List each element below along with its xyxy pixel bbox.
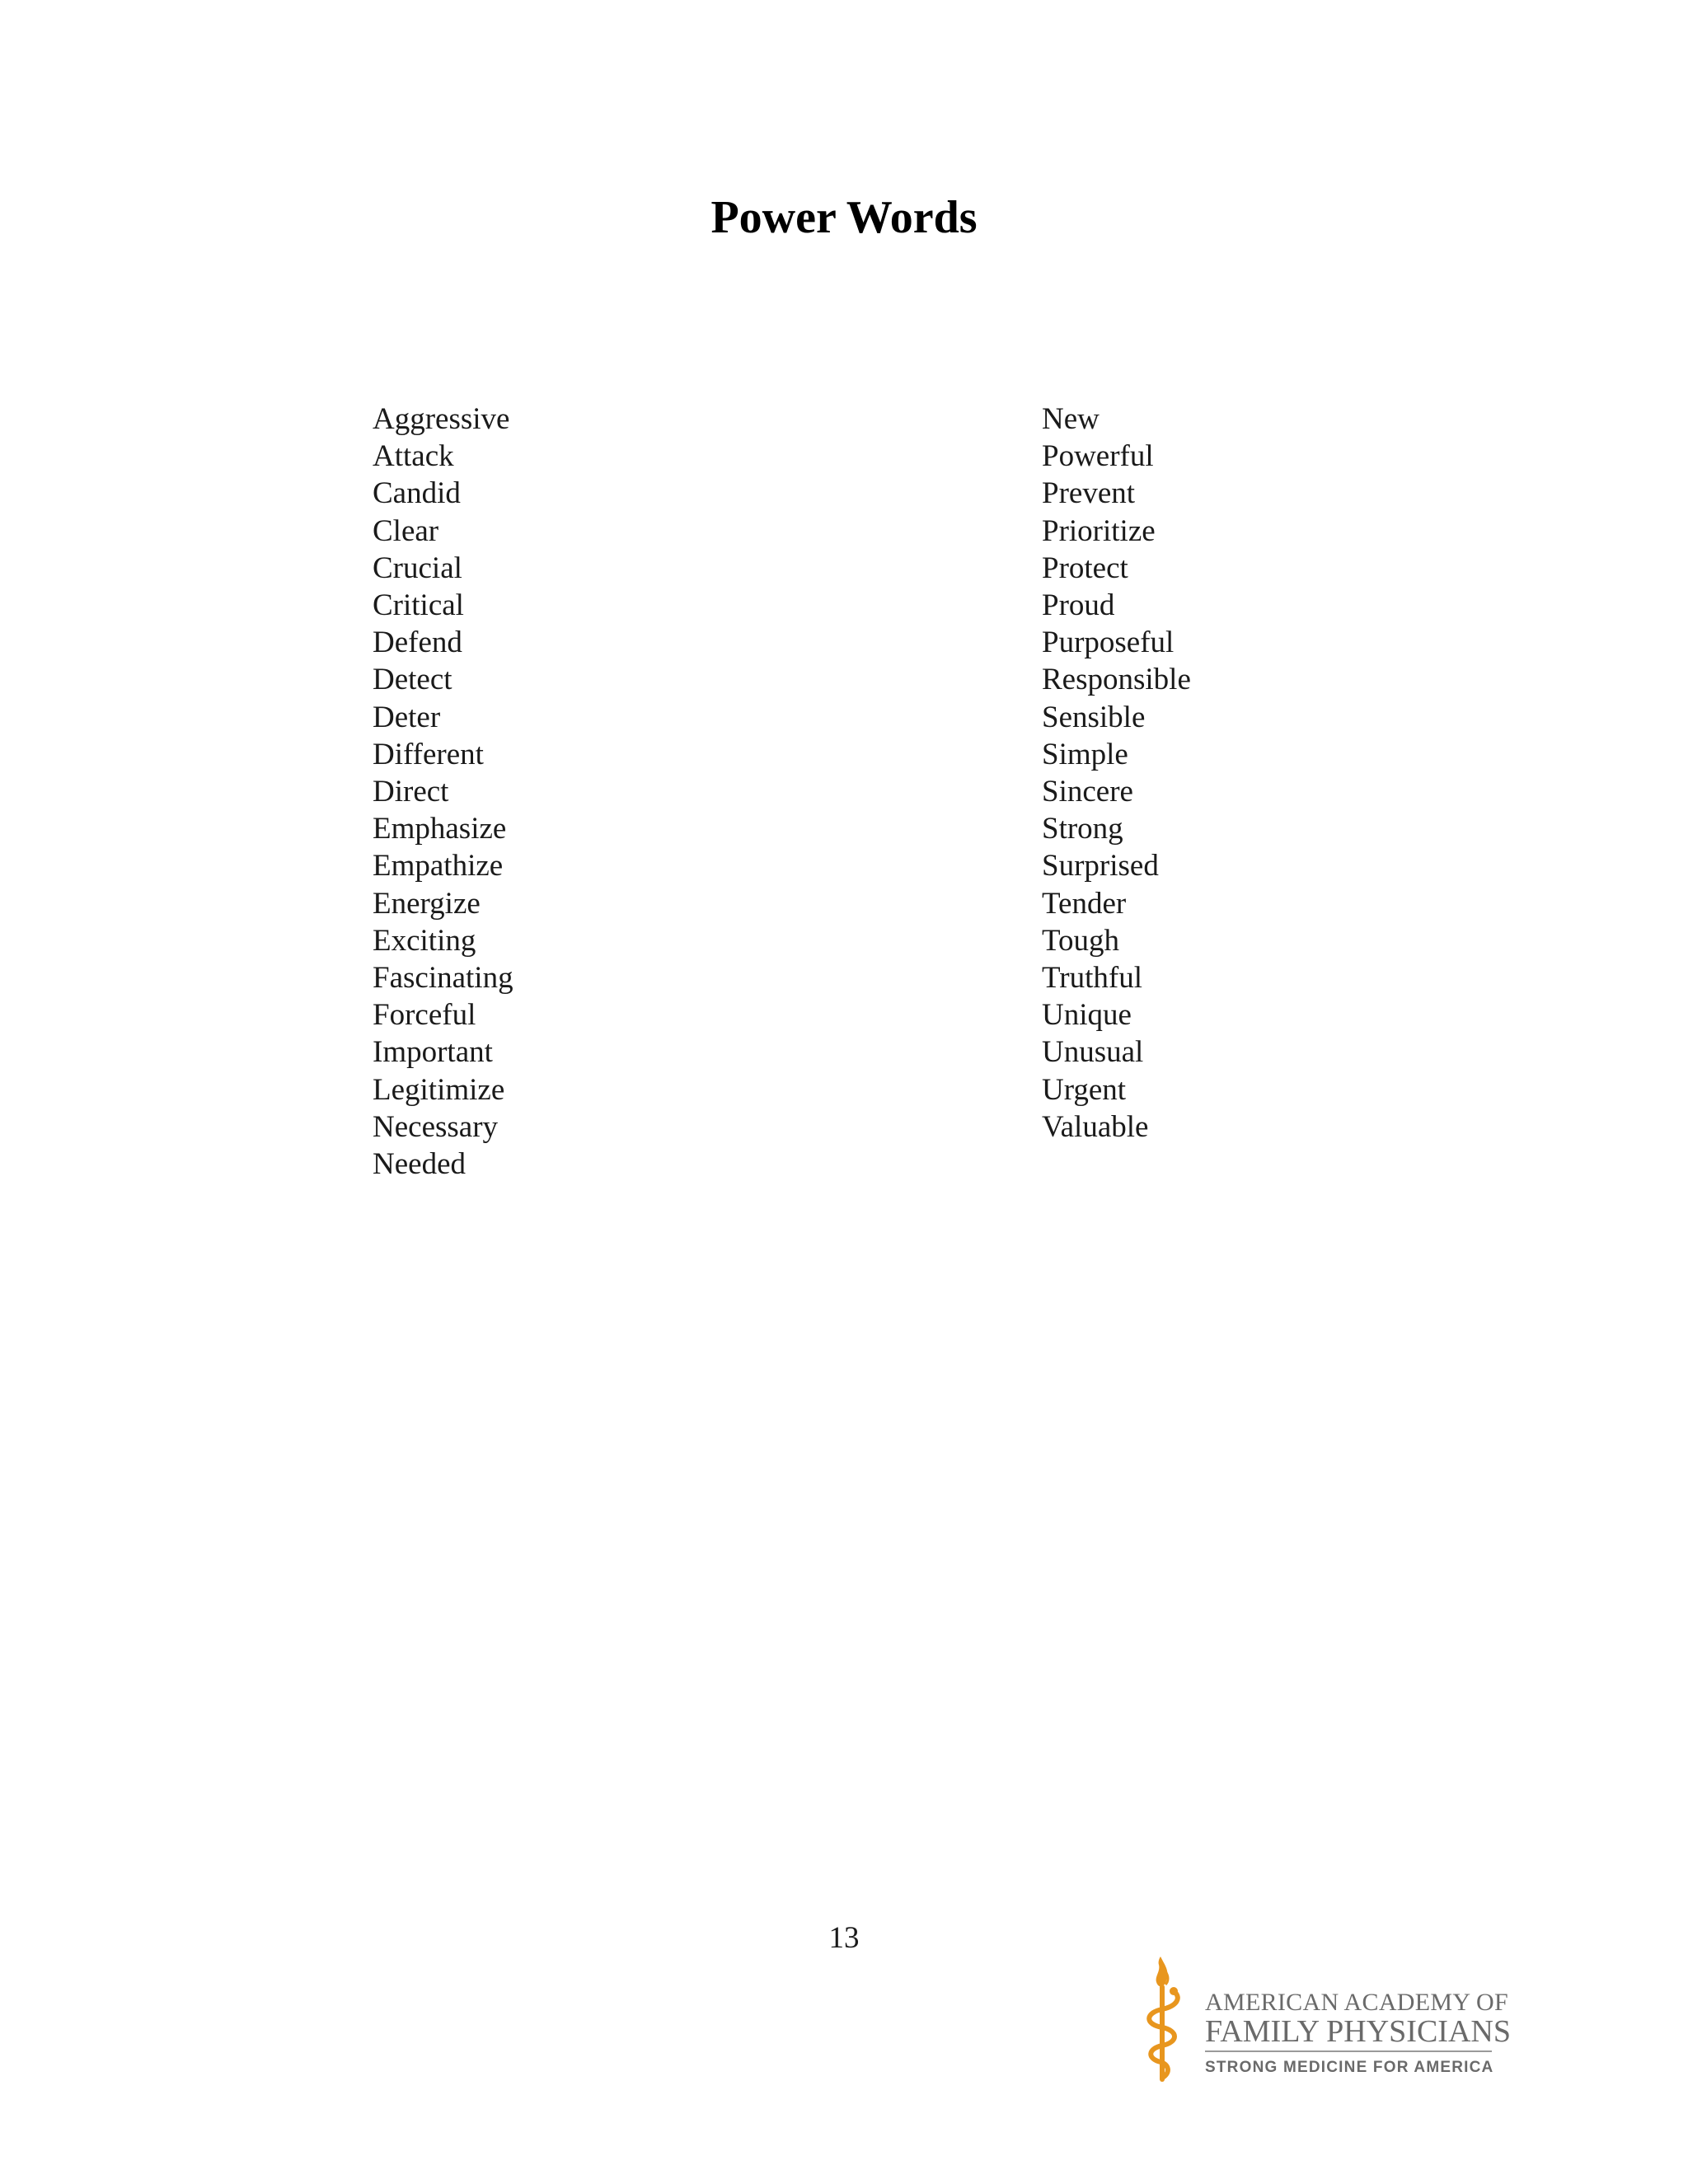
list-item: Crucial [373, 551, 462, 585]
list-item: Candid [373, 476, 461, 511]
list-item: Fascinating [373, 961, 513, 996]
list-item: Needed [373, 1147, 466, 1182]
logo-tagline: STRONG MEDICINE FOR AMERICA [1205, 2059, 1494, 2076]
list-item: Direct [373, 775, 449, 809]
list-item: Exciting [373, 923, 476, 958]
list-item: Proud [1042, 588, 1115, 623]
list-item: Sincere [1042, 775, 1133, 809]
list-item: Unique [1042, 998, 1132, 1033]
list-item: Defend [373, 626, 462, 660]
list-item: Legitimize [373, 1072, 505, 1107]
list-item: Purposeful [1042, 626, 1175, 660]
list-item: Empathize [373, 849, 504, 883]
list-item: Aggressive [373, 402, 510, 436]
list-item: Different [373, 737, 484, 771]
list-item: Powerful [1042, 439, 1154, 474]
caduceus-flame-icon [1141, 1955, 1184, 2087]
logo-text [1205, 1989, 1511, 2077]
list-item: Prioritize [1042, 513, 1156, 548]
logo-line1: AMERICAN ACADEMY OF [1205, 1989, 1508, 2016]
list-item: Urgent [1042, 1072, 1127, 1107]
word-list-left [373, 401, 513, 1183]
list-item: Detect [373, 663, 452, 697]
list-item: Attack [373, 439, 454, 474]
list-item: Emphasize [373, 812, 507, 846]
list-item: Truthful [1042, 961, 1143, 996]
list-item: Unusual [1042, 1035, 1144, 1070]
list-item: Simple [1042, 737, 1128, 771]
aafp-logo [1141, 1955, 1511, 2087]
list-item: Responsible [1042, 663, 1191, 697]
list-item: Tough [1042, 923, 1120, 958]
list-item: New [1042, 402, 1100, 436]
list-item: Prevent [1042, 476, 1136, 511]
list-item: Forceful [373, 998, 476, 1033]
list-item: Strong [1042, 812, 1123, 846]
list-item: Energize [373, 886, 481, 921]
list-item: Valuable [1042, 1109, 1149, 1144]
logo-divider [1205, 2050, 1492, 2052]
word-list-right [1042, 401, 1191, 1146]
list-item: Deter [373, 700, 441, 734]
list-item: Surprised [1042, 849, 1159, 883]
list-item: Important [373, 1035, 493, 1070]
list-item: Critical [373, 588, 464, 623]
list-item: Protect [1042, 551, 1128, 585]
page-title: Power Words [710, 192, 978, 243]
list-item: Clear [373, 513, 439, 548]
list-item: Tender [1042, 886, 1127, 921]
list-item: Sensible [1042, 700, 1146, 734]
logo-line2: FAMILY PHYSICIANS [1205, 2014, 1511, 2049]
page-number: 13 [828, 1921, 860, 1955]
list-item: Necessary [373, 1109, 499, 1144]
